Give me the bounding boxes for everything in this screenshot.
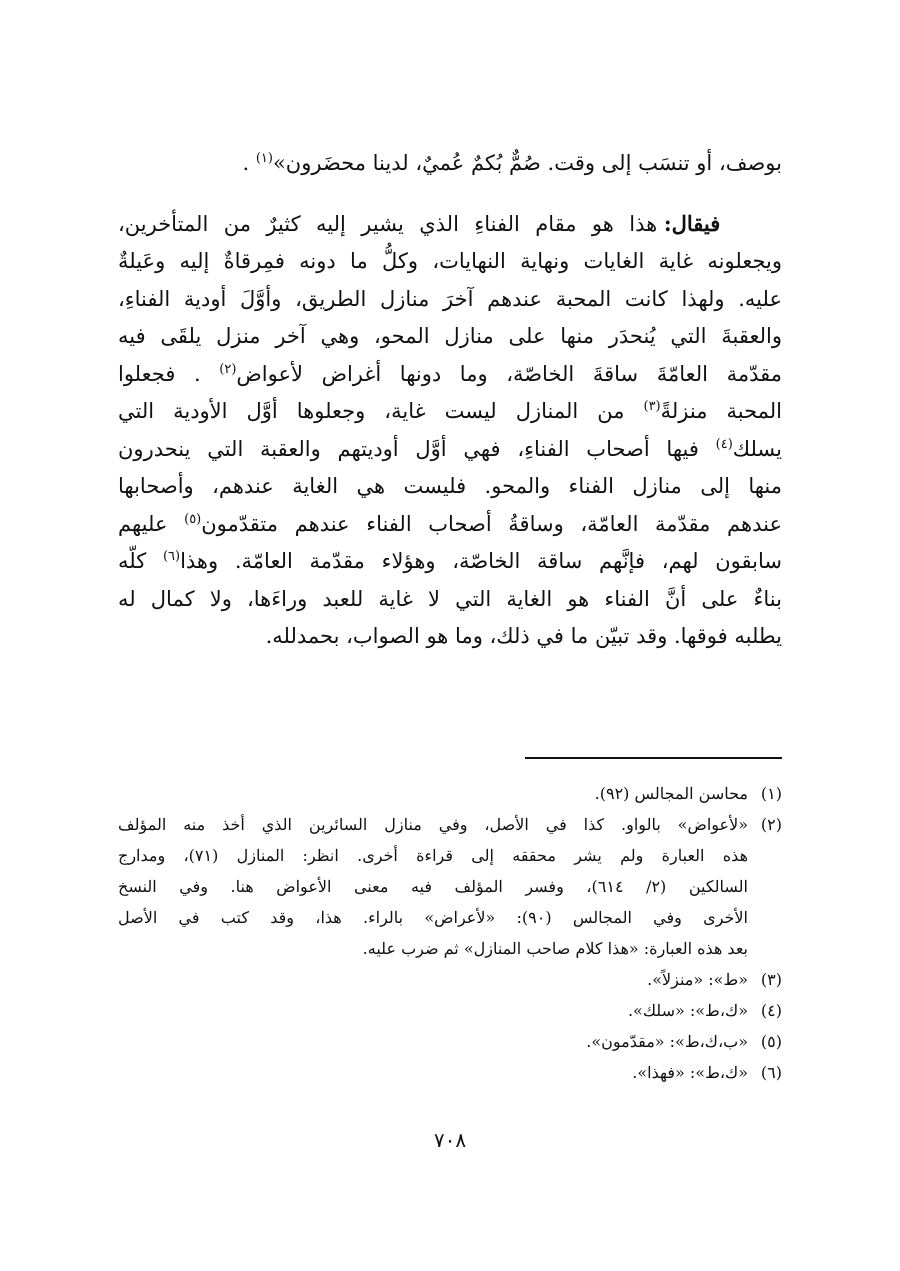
text-run: بوصف، أو تنسَب إلى وقت. صُمٌّ بُكمٌ عُميٌ، لدينا محضَرون» [272,151,782,175]
text-line: والعقبةَ التي يُنحدَر منها على منازل المحو، وهي آخر منزل يلقَى فيه [118,324,782,348]
text-line: يطلبه فوقها. وقد تبيّن ما في ذلك، وما هو الصواب، بحمدلله. [265,624,782,648]
footnote-line: «لأعواض» بالواو. كذا في الأصل، وفي منازل السائرين الذي أخذ منه المؤلف [118,815,748,834]
main-text [118,145,782,656]
footnote-item [118,964,782,995]
text-run: المحبة منزلةً [660,399,782,423]
footnote-item [118,1057,782,1088]
footnote-ref[interactable]: (٢) [219,361,237,377]
text-run: كلّه [118,549,163,573]
footnote-item [118,778,782,809]
footnote-ref[interactable]: (١) [255,151,273,166]
paragraph-2 [118,205,782,656]
footnote-item [118,809,782,964]
paragraph-1 [118,145,782,183]
text-run: . فجعلوا [118,361,201,386]
text-line [118,431,782,469]
footnote-line: «ط»: «منزلاً». [647,970,748,989]
footnote-number: (٢) [760,815,782,834]
footnote-line: السالكين (٢/ ٦١٤)، وفسر المؤلف فيه معنى الأعواض هنا. وفي النسخ [118,877,749,896]
footnote-line: «ب،ك،ط»: «مقدّمون». [586,1032,748,1051]
text-run: هذا هو مقام الفناءِ الذي يشير إليه كثيرٌ من المتأخرين، [118,211,664,236]
footnote-line: الأخرى وفي المجالس (٩٠): «لأعراض» بالراء. هذا، وقد كتب في الأصل [118,908,748,927]
footnote-text [118,995,748,1026]
text-line: منها إلى منازل الفناء والمحو. فليست هي الغاية عندهم، وأصحابها [118,474,782,498]
text-line [118,393,782,431]
footnote-item [118,1026,782,1057]
text-line [118,356,782,394]
footnote-number: (٦) [760,1063,782,1082]
text-run: مقدّمة العامّةَ ساقةَ الخاصّة، وما دونها أغراض لأعواض [236,361,782,386]
footnote-number: (٥) [760,1032,782,1051]
footnote-ref[interactable]: (٤) [715,436,733,452]
footnote-text [118,778,748,809]
text-line [118,543,782,581]
page-number: ٧٠٨ [433,1128,467,1152]
footnote-line: «ك،ط»: «فهذا». [632,1063,748,1082]
footnote-ref[interactable]: (٣) [643,399,661,414]
text-run: سابقون لهم، فإنَّهم ساقة الخاصّة، وهؤلاء مقدّمة العامّة. وهذا [180,549,782,573]
footnote-line: هذه العبارة ولم يشر محققه إلى قراءة أخرى. انظر: المنازل (٧١)، ومدارج [118,846,749,865]
footnote-number: (١) [760,784,782,803]
footnote-text [118,1057,748,1088]
text-line: عليه. ولهذا كانت المحبة عندهم آخرَ منازل الطريق، وأوَّلَ أودية الفناءِ، [118,286,782,311]
footnotes [118,778,782,1088]
footnote-ref[interactable]: (٥) [184,511,202,527]
footnote-ref[interactable]: (٦) [162,549,181,564]
footnote-number: (٣) [760,970,782,989]
text-run: يسلك [732,436,782,461]
footnote-separator [525,757,782,759]
lead-word: فيقال: [663,210,721,236]
footnote-item [118,995,782,1026]
text-line: بناءٌ على أنَّ الفناء هو الغاية التي لا غاية للعبد وراءَها، ولا كمال له [118,586,782,611]
footnote-number: (٤) [760,1001,782,1020]
text-line [118,205,782,244]
text-line [118,145,782,183]
text-run: عندهم مقدّمة العامّة، وساقةُ أصحاب الفناء عندهم متقدّمون [201,511,782,536]
text-line [118,506,782,544]
text-run: من المنازل ليست غاية، وجعلوها أوَّل الأودية التي [118,399,644,423]
footnote-line: بعد هذه العبارة: «هذا كلام صاحب المنازل» ثم ضرب عليه. [362,939,748,958]
footnote-text [118,1026,748,1057]
footnote-text [118,809,748,964]
footnote-line: محاسن المجالس (٩٢). [594,784,748,803]
text-line: ويجعلونه غاية الغايات ونهاية النهايات، وكلُّ ما دونه فمِرقاةٌ إليه وعَيلةٌ [118,249,782,273]
footnote-line: «ك،ط»: «سلك». [627,1001,748,1020]
footnote-text [118,964,748,995]
text-run: . [242,151,256,175]
text-run: عليهم [118,511,185,536]
text-run: فيها أصحاب الفناءِ، فهي أوَّل أوديتهم والعقبة التي ينحدرون [118,436,716,461]
